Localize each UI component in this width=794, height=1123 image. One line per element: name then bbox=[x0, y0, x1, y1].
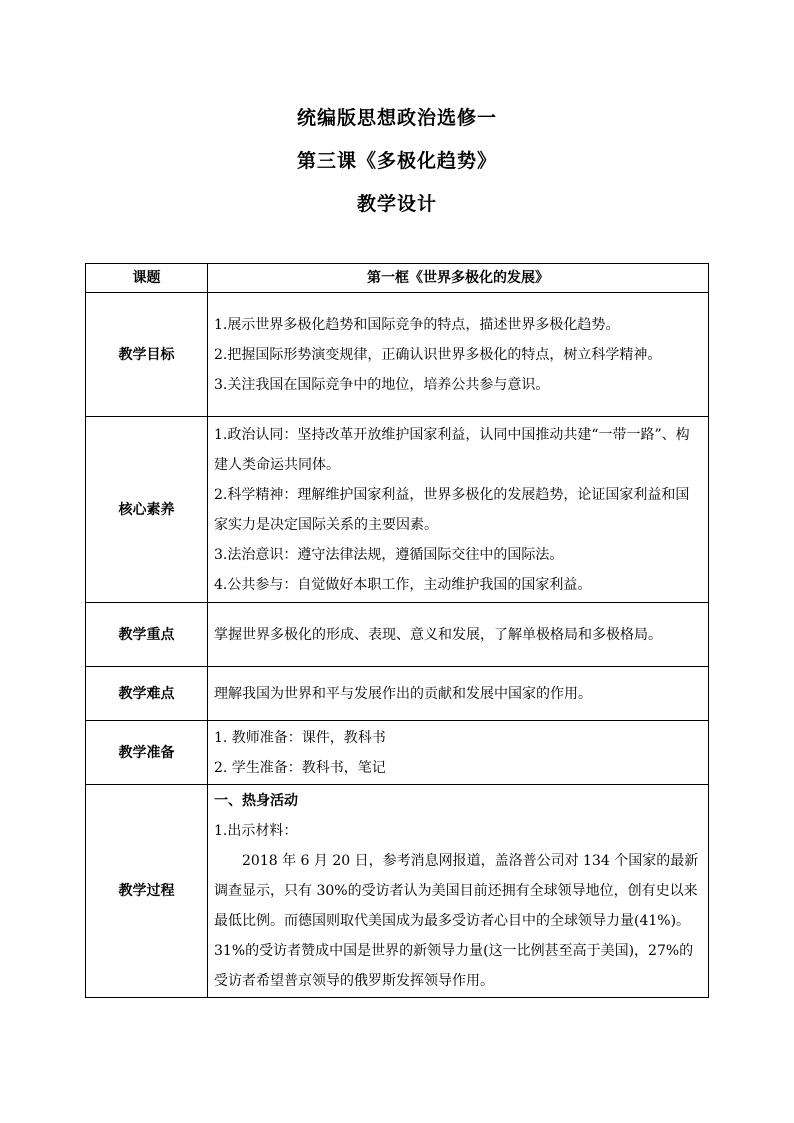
row-label-goals: 教学目标 bbox=[86, 293, 208, 417]
preparation-content bbox=[208, 721, 709, 785]
row-label-preparation: 教学准备 bbox=[86, 721, 208, 785]
core-item: 4.公共参与：自觉做好本职工作，主动维护我国的国家利益。 bbox=[214, 576, 592, 593]
table-row-difficulties bbox=[86, 667, 709, 721]
row-label-process: 教学过程 bbox=[86, 785, 208, 998]
table-row-goals bbox=[86, 293, 709, 417]
core-item: 2.科学精神：理解维护国家利益，世界多极化的发展趋势，论证国家利益和国家实力是决定国际关系的主要因素。 bbox=[214, 486, 690, 533]
table-row-process bbox=[86, 785, 709, 998]
preparation-item: 1. 教师准备：课件，教科书 bbox=[214, 729, 386, 746]
difficulties-content: 理解我国为世界和平与发展作出的贡献和发展中国家的作用。 bbox=[208, 667, 709, 721]
process-heading: 一、热身活动 bbox=[214, 793, 298, 809]
core-literacy-content bbox=[208, 417, 709, 603]
process-subheading: 1.出示材料： bbox=[214, 823, 298, 839]
document-title-line2: 第三课《多极化趋势》 bbox=[296, 150, 497, 172]
process-paragraph: 2018 年 6 月 20 日，参考消息网报道，盖洛普公司对 134 个国家的最新调查显示，只有 30%的受访者认为美国目前还拥有全球领导地位，创有史以来最低比例。而德国则取代美国成为最多受访者心目中的全球领导力量(41%)。31%的受访者赞成中国是世界的新领导力量(这一比例甚至高于美国)，27%的受访者希望普京领导的俄罗斯发挥领导作用。 bbox=[214, 853, 699, 989]
goal-item: 3.关注我国在国际竞争中的地位，培养公共参与意识。 bbox=[214, 376, 550, 393]
table-row-topic bbox=[86, 264, 709, 293]
core-item: 1.政治认同：坚持改革开放维护国家利益，认同中国推动共建“一带一路”、构建人类命运共同体。 bbox=[214, 426, 690, 473]
table-row-key-points bbox=[86, 603, 709, 667]
topic-value: 第一框《世界多极化的发展》 bbox=[208, 264, 709, 293]
lesson-plan-table bbox=[85, 263, 709, 998]
preparation-item: 2. 学生准备：教科书，笔记 bbox=[214, 759, 386, 776]
process-content bbox=[208, 785, 709, 998]
row-label-difficulties: 教学难点 bbox=[86, 667, 208, 721]
row-label-key-points: 教学重点 bbox=[86, 603, 208, 667]
document-title-line3: 教学设计 bbox=[356, 193, 437, 215]
goals-content bbox=[208, 293, 709, 417]
table-row-preparation bbox=[86, 721, 709, 785]
row-label-topic: 课题 bbox=[86, 264, 208, 293]
core-item: 3.法治意识：遵守法律法规，遵循国际交往中的国际法。 bbox=[214, 546, 564, 563]
document-title-line1: 统编版思想政治选修一 bbox=[296, 107, 497, 129]
key-points-content: 掌握世界多极化的形成、表现、意义和发展，了解单极格局和多极格局。 bbox=[208, 603, 709, 667]
table-row-core-literacy bbox=[86, 417, 709, 603]
row-label-core-literacy: 核心素养 bbox=[86, 417, 208, 603]
goal-item: 1.展示世界多极化趋势和国际竞争的特点，描述世界多极化趋势。 bbox=[214, 316, 620, 333]
goal-item: 2.把握国际形势演变规律，正确认识世界多极化的特点，树立科学精神。 bbox=[214, 346, 662, 363]
